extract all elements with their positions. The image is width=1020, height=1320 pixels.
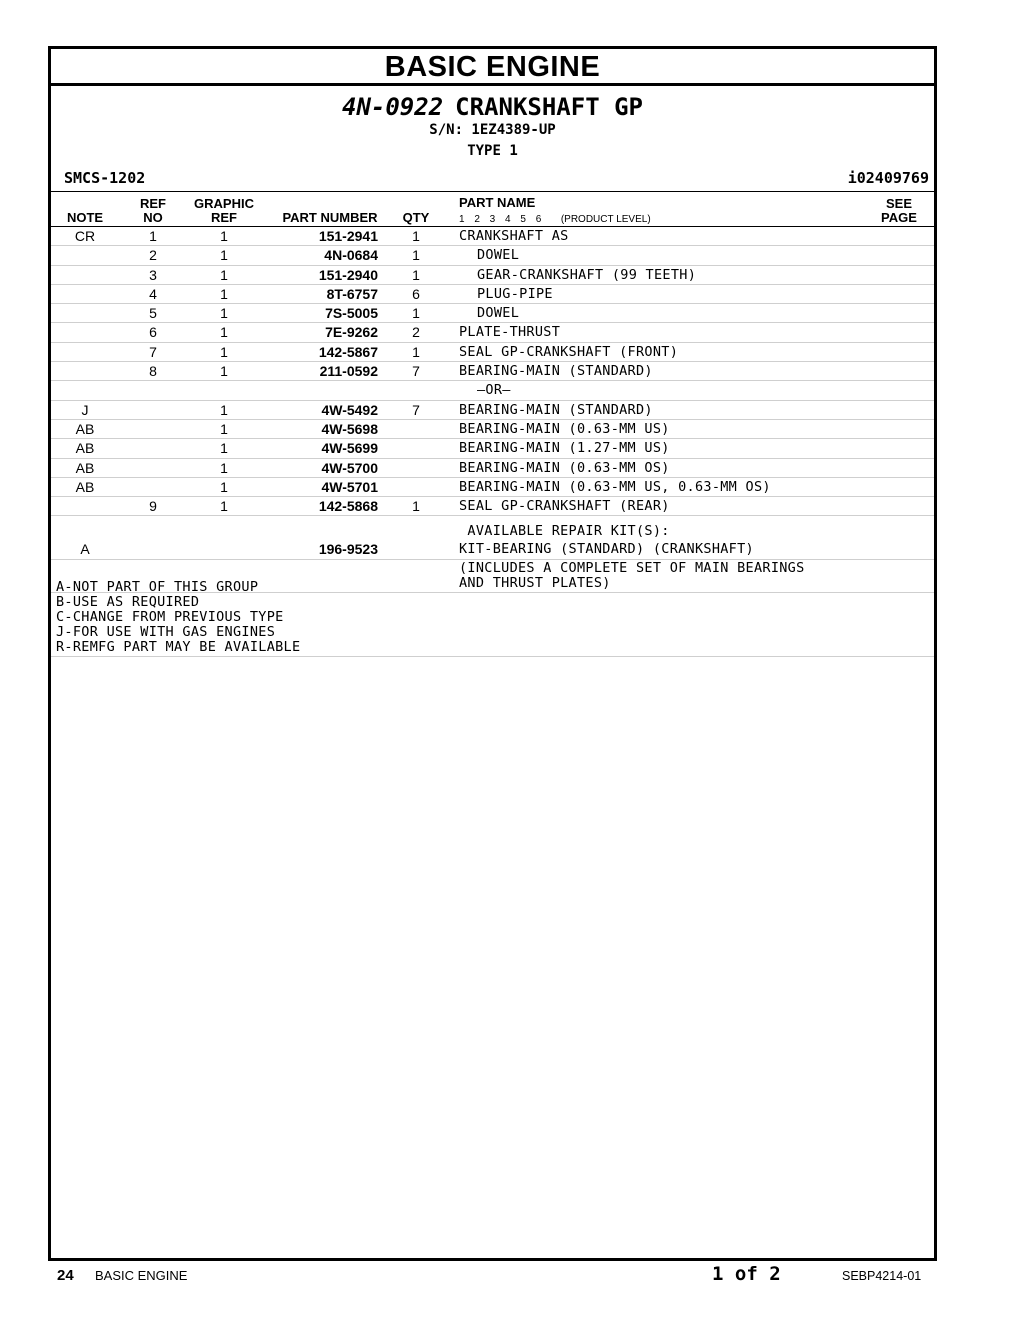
row-note: AB — [75, 478, 95, 495]
kit-row — [51, 540, 934, 559]
row-part-number: 4W-5701 — [321, 478, 378, 495]
row-qty: 6 — [412, 285, 420, 302]
row-ref-no: 3 — [149, 266, 157, 283]
header-graphic-ref — [189, 197, 259, 225]
group-title — [51, 93, 934, 121]
row-graphic-ref: 1 — [220, 420, 228, 437]
row-ref-no: 7 — [149, 343, 157, 360]
row-part-name: SEAL GP-CRANKSHAFT (FRONT) — [459, 343, 679, 360]
footer-page-number: 24 — [57, 1267, 74, 1284]
header-graphic-line1: GRAPHIC — [194, 196, 254, 211]
row-part-name: —OR— — [477, 382, 511, 399]
row-note: AB — [75, 459, 95, 476]
notes-legend-item: A-NOT PART OF THIS GROUP — [56, 579, 259, 595]
header-see-line2: PAGE — [881, 210, 917, 225]
row-part-name: GEAR-CRANKSHAFT (99 TEETH) — [477, 266, 697, 283]
row-qty: 1 — [412, 305, 420, 322]
illustration-id: i02409769 — [847, 169, 929, 187]
header-rule — [51, 191, 934, 192]
row-graphic-ref: 1 — [220, 343, 228, 360]
serial-number: S/N: 1EZ4389-UP — [429, 122, 556, 138]
notes-legend-item: C-CHANGE FROM PREVIOUS TYPE — [56, 609, 284, 625]
kit-heading: AVAILABLE REPAIR KIT(S): — [459, 523, 670, 540]
header-product-level-label: (PRODUCT LEVEL) — [560, 214, 651, 225]
table-row — [51, 459, 934, 478]
row-graphic-ref: 1 — [220, 498, 228, 515]
kit-includes-text: (INCLUDES A COMPLETE SET OF MAIN BEARINGS AND THRUST PLATES) — [459, 559, 805, 591]
notes-legend-item: J-FOR USE WITH GAS ENGINES — [56, 624, 276, 640]
kit-part-number: 196-9523 — [318, 541, 378, 558]
row-part-number: 211-0592 — [319, 363, 378, 380]
row-graphic-ref: 1 — [220, 305, 228, 322]
row-graphic-ref: 1 — [220, 459, 228, 476]
table-row — [51, 343, 934, 362]
footer-sheet-count: 1 of 2 — [712, 1263, 781, 1285]
table-row — [51, 266, 934, 285]
row-qty: 1 — [412, 247, 420, 264]
table-row — [51, 478, 934, 497]
row-graphic-ref: 1 — [220, 247, 228, 264]
row-part-number: 7S-5005 — [325, 305, 378, 322]
row-part-number: 4W-5699 — [321, 440, 378, 457]
header-part-number: PART NUMBER — [282, 210, 378, 225]
row-note: AB — [75, 420, 95, 437]
table-row — [51, 246, 934, 265]
row-graphic-ref: 1 — [220, 228, 228, 244]
row-graphic-ref: 1 — [220, 401, 228, 418]
table-row — [51, 420, 934, 439]
row-note: AB — [75, 440, 95, 457]
section-title: BASIC ENGINE — [51, 49, 934, 86]
row-ref-no: 6 — [149, 324, 157, 341]
row-part-name: DOWEL — [477, 247, 520, 264]
header-ref-no — [133, 197, 173, 225]
row-qty: 1 — [412, 498, 420, 515]
row-ref-no: 9 — [149, 498, 157, 515]
row-part-name: BEARING-MAIN (STANDARD) — [459, 401, 653, 418]
row-part-name: CRANKSHAFT AS — [459, 228, 569, 244]
table-row — [51, 304, 934, 323]
row-qty: 1 — [412, 343, 420, 360]
row-part-number: 151-2940 — [318, 266, 378, 283]
header-ref-line2: NO — [143, 210, 163, 225]
row-part-name: BEARING-MAIN (0.63-MM US) — [459, 420, 670, 437]
header-note: NOTE — [66, 210, 104, 225]
row-graphic-ref: 1 — [220, 324, 228, 341]
footer-publication-number: SEBP4214-01 — [842, 1269, 922, 1283]
row-part-number: 4N-0684 — [324, 247, 378, 264]
row-qty: 1 — [412, 266, 420, 283]
table-row — [51, 285, 934, 304]
row-qty: 7 — [412, 363, 420, 380]
table-row — [51, 362, 934, 381]
row-graphic-ref: 1 — [220, 478, 228, 495]
header-graphic-line2: REF — [211, 210, 237, 225]
header-see-line1: SEE — [885, 196, 912, 211]
footer-section-name: BASIC ENGINE — [95, 1268, 188, 1283]
row-ref-no: 8 — [149, 363, 157, 380]
row-part-number: 4W-5698 — [321, 420, 378, 437]
row-part-name: BEARING-MAIN (0.63-MM US, 0.63-MM OS) — [459, 478, 771, 495]
row-ref-no: 1 — [149, 228, 157, 244]
row-part-name: BEARING-MAIN (STANDARD) — [459, 363, 653, 380]
group-part-number: 4N-0922 — [342, 93, 444, 121]
kit-note: A — [80, 541, 90, 558]
type-label: TYPE 1 — [467, 143, 518, 159]
row-note: J — [81, 401, 89, 418]
row-part-name: PLUG-PIPE — [477, 285, 553, 302]
row-qty: 7 — [412, 401, 420, 418]
table-row — [51, 323, 934, 342]
header-see-page — [875, 197, 923, 225]
header-ref-line1: REF — [140, 196, 166, 211]
row-ref-no: 5 — [149, 305, 157, 322]
row-ref-no: 2 — [149, 247, 157, 264]
notes-legend-item: R-REMFG PART MAY BE AVAILABLE — [56, 639, 301, 655]
row-part-name: PLATE-THRUST — [459, 324, 561, 341]
row-part-number: 8T-6757 — [326, 285, 378, 302]
row-qty: 1 — [412, 228, 420, 244]
smcs-code: SMCS-1202 — [64, 169, 146, 187]
row-graphic-ref: 1 — [220, 363, 228, 380]
table-row — [51, 381, 934, 400]
row-part-number: 151-2941 — [318, 228, 378, 244]
row-part-number: 7E-9262 — [325, 324, 378, 341]
kit-part-name: KIT-BEARING (STANDARD) (CRANKSHAFT) — [459, 541, 754, 558]
row-part-name: SEAL GP-CRANKSHAFT (REAR) — [459, 498, 670, 515]
row-graphic-ref: 1 — [220, 266, 228, 283]
header-level-numbers: 1 2 3 4 5 6 — [459, 214, 542, 225]
parts-table — [51, 227, 934, 593]
row-ref-no: 4 — [149, 285, 157, 302]
notes-legend-item: B-USE AS REQUIRED — [56, 594, 200, 610]
row-graphic-ref: 1 — [220, 440, 228, 457]
row-part-number: 4W-5700 — [321, 459, 378, 476]
row-qty: 2 — [412, 324, 420, 341]
table-row — [51, 401, 934, 420]
row-part-number: 4W-5492 — [321, 401, 378, 418]
group-name: CRANKSHAFT GP — [455, 93, 643, 121]
notes-rule — [51, 656, 934, 657]
table-row — [51, 227, 934, 246]
table-row — [51, 497, 934, 516]
header-part-name: PART NAME — [459, 195, 536, 210]
kit-heading-row — [51, 516, 934, 540]
header-qty: QTY — [402, 210, 430, 225]
row-graphic-ref: 1 — [220, 285, 228, 302]
row-part-number: 142-5868 — [318, 498, 378, 515]
table-row — [51, 439, 934, 458]
row-part-number: 142-5867 — [318, 343, 378, 360]
row-part-name: BEARING-MAIN (0.63-MM OS) — [459, 459, 670, 476]
header-product-levels — [459, 213, 651, 227]
row-part-name: DOWEL — [477, 305, 520, 322]
row-note: CR — [74, 228, 96, 244]
notes-legend — [56, 580, 300, 655]
parts-page-frame — [48, 46, 937, 1261]
row-part-name: BEARING-MAIN (1.27-MM US) — [459, 440, 670, 457]
